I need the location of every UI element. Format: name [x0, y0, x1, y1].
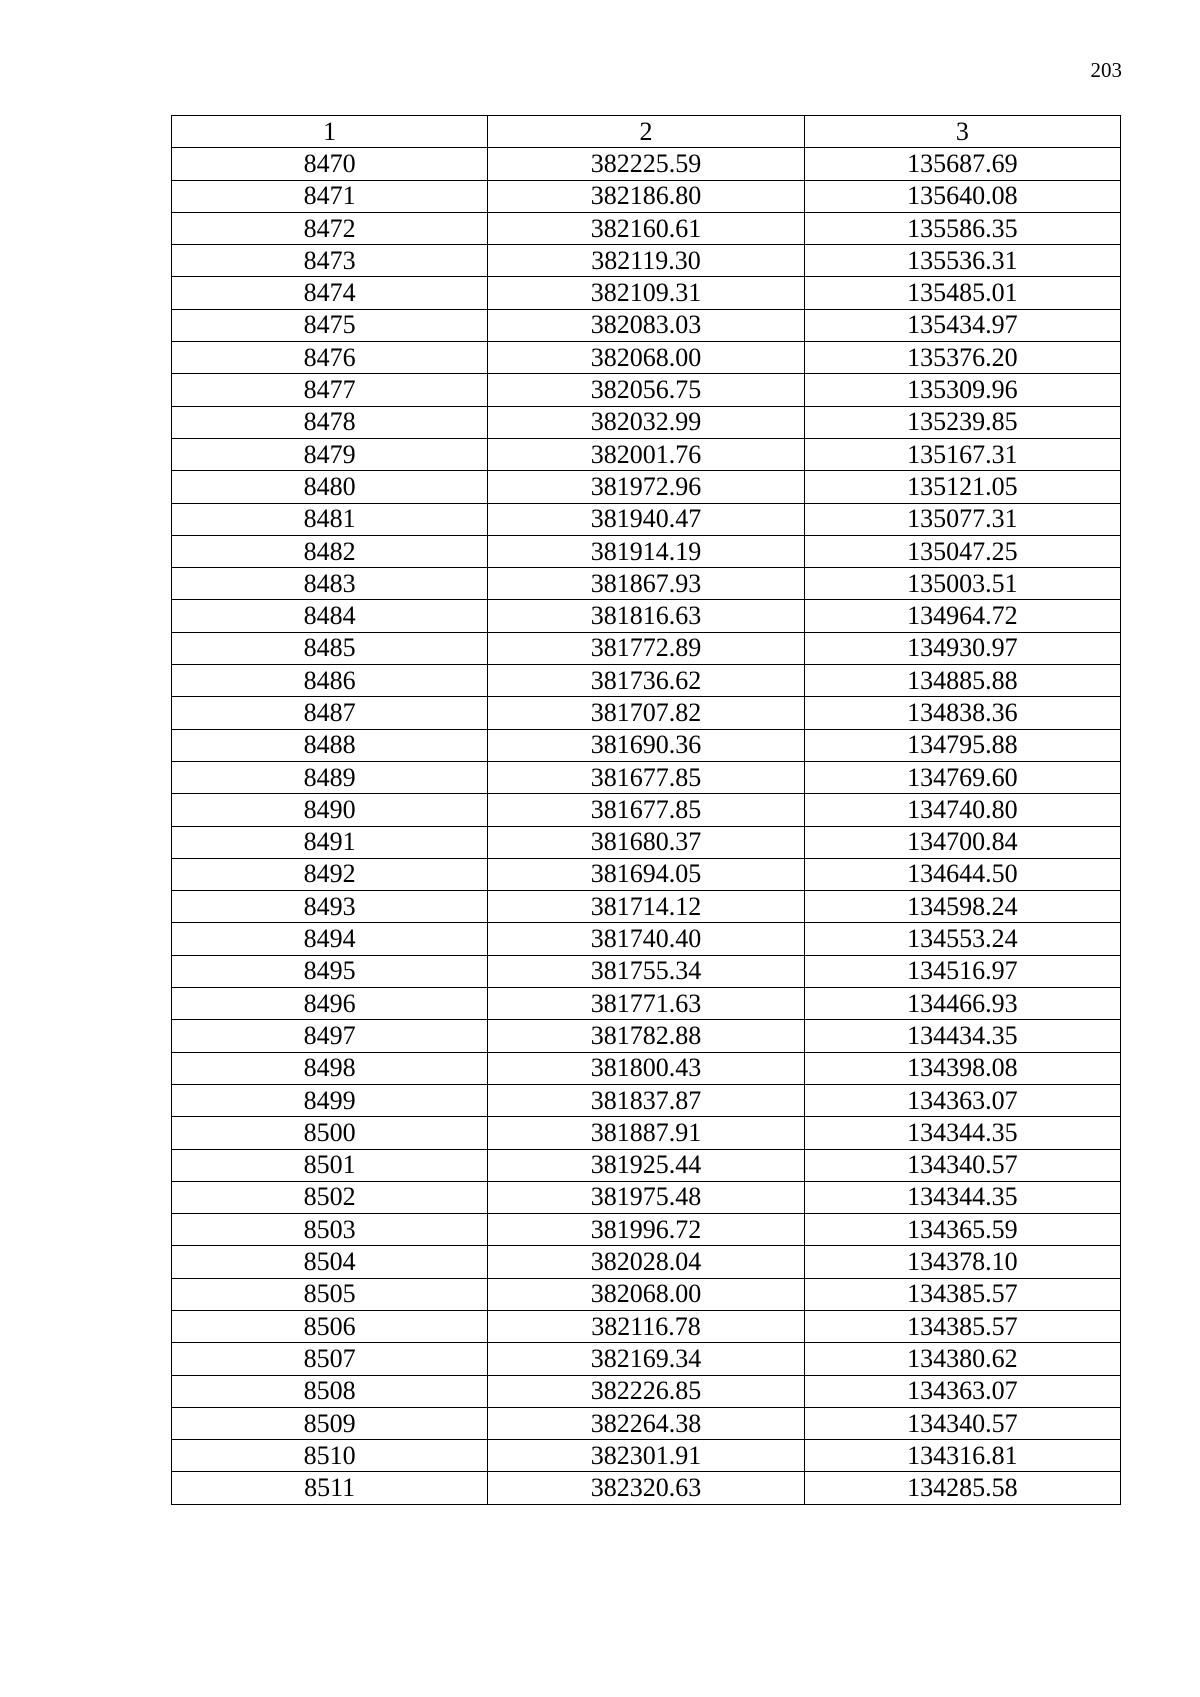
coordinate-x-cell: 382320.63 [488, 1472, 804, 1504]
table-row [172, 212, 1121, 244]
table-row [172, 891, 1121, 923]
point-number-cell: 8509 [172, 1407, 488, 1439]
coordinate-y-cell: 134340.57 [804, 1149, 1120, 1181]
header-row [172, 116, 1121, 148]
point-number-cell: 8500 [172, 1117, 488, 1149]
point-number-cell: 8481 [172, 503, 488, 535]
coordinate-x-cell: 381800.43 [488, 1052, 804, 1084]
table-row [172, 1084, 1121, 1116]
coordinate-y-cell: 135485.01 [804, 277, 1120, 309]
table-row [172, 180, 1121, 212]
coordinate-x-cell: 381755.34 [488, 955, 804, 987]
point-number-cell: 8475 [172, 309, 488, 341]
coordinate-x-cell: 382028.04 [488, 1246, 804, 1278]
point-number-cell: 8493 [172, 891, 488, 923]
coordinate-x-cell: 382160.61 [488, 212, 804, 244]
coordinate-y-cell: 134964.72 [804, 600, 1120, 632]
coordinate-x-cell: 382001.76 [488, 438, 804, 470]
table-row [172, 955, 1121, 987]
coordinate-y-cell: 134363.07 [804, 1084, 1120, 1116]
point-number-cell: 8495 [172, 955, 488, 987]
coordinate-y-cell: 134700.84 [804, 826, 1120, 858]
coordinate-x-cell: 381680.37 [488, 826, 804, 858]
coordinate-y-cell: 134795.88 [804, 729, 1120, 761]
point-number-cell: 8506 [172, 1310, 488, 1342]
coordinate-x-cell: 382186.80 [488, 180, 804, 212]
point-number-cell: 8492 [172, 858, 488, 890]
table-row [172, 923, 1121, 955]
coordinate-y-cell: 134385.57 [804, 1310, 1120, 1342]
point-number-cell: 8488 [172, 729, 488, 761]
table-row [172, 1310, 1121, 1342]
column-header-1: 1 [172, 116, 488, 148]
coordinate-y-cell: 135536.31 [804, 245, 1120, 277]
column-header-3: 3 [804, 116, 1120, 148]
point-number-cell: 8484 [172, 600, 488, 632]
coordinate-y-cell: 135309.96 [804, 374, 1120, 406]
coordinate-x-cell: 381925.44 [488, 1149, 804, 1181]
table-row [172, 277, 1121, 309]
table-row [172, 148, 1121, 180]
coordinate-x-cell: 382109.31 [488, 277, 804, 309]
coordinate-y-cell: 134340.57 [804, 1407, 1120, 1439]
table-row [172, 1214, 1121, 1246]
coordinate-x-cell: 382225.59 [488, 148, 804, 180]
coordinate-x-cell: 381782.88 [488, 1020, 804, 1052]
coordinate-y-cell: 134466.93 [804, 988, 1120, 1020]
coordinate-x-cell: 382264.38 [488, 1407, 804, 1439]
coordinate-x-cell: 382226.85 [488, 1375, 804, 1407]
point-number-cell: 8470 [172, 148, 488, 180]
coordinate-y-cell: 134285.58 [804, 1472, 1120, 1504]
point-number-cell: 8476 [172, 342, 488, 374]
coordinate-x-cell: 381940.47 [488, 503, 804, 535]
coordinate-y-cell: 134885.88 [804, 665, 1120, 697]
coordinate-y-cell: 135121.05 [804, 471, 1120, 503]
coordinate-x-cell: 381772.89 [488, 632, 804, 664]
coordinate-x-cell: 382068.00 [488, 342, 804, 374]
coordinate-y-cell: 135047.25 [804, 535, 1120, 567]
table-row [172, 535, 1121, 567]
coordinate-y-cell: 134516.97 [804, 955, 1120, 987]
coordinate-x-cell: 381996.72 [488, 1214, 804, 1246]
point-number-cell: 8496 [172, 988, 488, 1020]
coordinate-x-cell: 381867.93 [488, 568, 804, 600]
coordinate-x-cell: 381816.63 [488, 600, 804, 632]
table-row [172, 1407, 1121, 1439]
coordinate-y-cell: 135167.31 [804, 438, 1120, 470]
coordinate-x-cell: 382032.99 [488, 406, 804, 438]
coordinate-x-cell: 381972.96 [488, 471, 804, 503]
table-body [172, 148, 1121, 1504]
table-row [172, 632, 1121, 664]
coordinate-y-cell: 134553.24 [804, 923, 1120, 955]
coordinate-y-cell: 134644.50 [804, 858, 1120, 890]
point-number-cell: 8472 [172, 212, 488, 244]
coordinate-y-cell: 134838.36 [804, 697, 1120, 729]
coordinate-y-cell: 134344.35 [804, 1181, 1120, 1213]
coordinate-x-cell: 382119.30 [488, 245, 804, 277]
table-row [172, 826, 1121, 858]
coordinate-x-cell: 381837.87 [488, 1084, 804, 1116]
point-number-cell: 8491 [172, 826, 488, 858]
coordinate-x-cell: 381740.40 [488, 923, 804, 955]
point-number-cell: 8494 [172, 923, 488, 955]
coordinate-y-cell: 135640.08 [804, 180, 1120, 212]
point-number-cell: 8505 [172, 1278, 488, 1310]
coordinate-x-cell: 382301.91 [488, 1440, 804, 1472]
table-row [172, 1020, 1121, 1052]
point-number-cell: 8507 [172, 1343, 488, 1375]
coordinate-y-cell: 135434.97 [804, 309, 1120, 341]
coordinate-x-cell: 382068.00 [488, 1278, 804, 1310]
coordinate-y-cell: 134598.24 [804, 891, 1120, 923]
point-number-cell: 8501 [172, 1149, 488, 1181]
coordinate-x-cell: 381694.05 [488, 858, 804, 890]
point-number-cell: 8474 [172, 277, 488, 309]
table-row [172, 1278, 1121, 1310]
table-row [172, 665, 1121, 697]
coordinate-x-cell: 381707.82 [488, 697, 804, 729]
table-row [172, 1440, 1121, 1472]
point-number-cell: 8479 [172, 438, 488, 470]
point-number-cell: 8489 [172, 761, 488, 793]
coordinate-x-cell: 382056.75 [488, 374, 804, 406]
table-row [172, 406, 1121, 438]
table-row [172, 729, 1121, 761]
coordinate-x-cell: 381677.85 [488, 761, 804, 793]
point-number-cell: 8482 [172, 535, 488, 567]
coordinate-x-cell: 381887.91 [488, 1117, 804, 1149]
table-row [172, 988, 1121, 1020]
table-row [172, 761, 1121, 793]
coordinate-x-cell: 381975.48 [488, 1181, 804, 1213]
coordinate-y-cell: 134385.57 [804, 1278, 1120, 1310]
table-row [172, 1052, 1121, 1084]
table-row [172, 1149, 1121, 1181]
point-number-cell: 8486 [172, 665, 488, 697]
coordinate-y-cell: 134316.81 [804, 1440, 1120, 1472]
coordinate-y-cell: 134930.97 [804, 632, 1120, 664]
coordinate-y-cell: 134398.08 [804, 1052, 1120, 1084]
table-row [172, 1343, 1121, 1375]
coordinate-x-cell: 381677.85 [488, 794, 804, 826]
table-header [172, 116, 1121, 148]
table-row [172, 858, 1121, 890]
table-row [172, 697, 1121, 729]
table-row [172, 1246, 1121, 1278]
coordinate-y-cell: 135376.20 [804, 342, 1120, 374]
table-row [172, 245, 1121, 277]
point-number-cell: 8497 [172, 1020, 488, 1052]
point-number-cell: 8471 [172, 180, 488, 212]
point-number-cell: 8478 [172, 406, 488, 438]
point-number-cell: 8490 [172, 794, 488, 826]
coordinate-y-cell: 134380.62 [804, 1343, 1120, 1375]
coordinate-y-cell: 135586.35 [804, 212, 1120, 244]
coordinate-x-cell: 381771.63 [488, 988, 804, 1020]
point-number-cell: 8485 [172, 632, 488, 664]
coordinate-y-cell: 135687.69 [804, 148, 1120, 180]
coordinate-x-cell: 381736.62 [488, 665, 804, 697]
coordinate-y-cell: 134363.07 [804, 1375, 1120, 1407]
point-number-cell: 8504 [172, 1246, 488, 1278]
point-number-cell: 8503 [172, 1214, 488, 1246]
table-row [172, 1472, 1121, 1504]
point-number-cell: 8498 [172, 1052, 488, 1084]
table-row [172, 1181, 1121, 1213]
table-row [172, 309, 1121, 341]
table-row [172, 374, 1121, 406]
coordinate-x-cell: 382083.03 [488, 309, 804, 341]
coordinate-y-cell: 134344.35 [804, 1117, 1120, 1149]
coordinate-y-cell: 135077.31 [804, 503, 1120, 535]
table-row [172, 503, 1121, 535]
coordinate-x-cell: 381690.36 [488, 729, 804, 761]
page-number: 203 [1090, 58, 1122, 82]
coordinate-y-cell: 135003.51 [804, 568, 1120, 600]
point-number-cell: 8502 [172, 1181, 488, 1213]
point-number-cell: 8480 [172, 471, 488, 503]
coordinate-y-cell: 135239.85 [804, 406, 1120, 438]
coordinate-y-cell: 134740.80 [804, 794, 1120, 826]
coordinate-x-cell: 381914.19 [488, 535, 804, 567]
coordinate-x-cell: 382116.78 [488, 1310, 804, 1342]
column-header-2: 2 [488, 116, 804, 148]
table-row [172, 1117, 1121, 1149]
table-row [172, 600, 1121, 632]
coordinate-y-cell: 134769.60 [804, 761, 1120, 793]
table-row [172, 568, 1121, 600]
point-number-cell: 8477 [172, 374, 488, 406]
table-row [172, 438, 1121, 470]
point-number-cell: 8483 [172, 568, 488, 600]
table-row [172, 1375, 1121, 1407]
coordinate-x-cell: 382169.34 [488, 1343, 804, 1375]
table-row [172, 794, 1121, 826]
point-number-cell: 8508 [172, 1375, 488, 1407]
coordinate-y-cell: 134365.59 [804, 1214, 1120, 1246]
point-number-cell: 8487 [172, 697, 488, 729]
coordinate-x-cell: 381714.12 [488, 891, 804, 923]
point-number-cell: 8511 [172, 1472, 488, 1504]
coordinate-y-cell: 134378.10 [804, 1246, 1120, 1278]
table-row [172, 342, 1121, 374]
coordinate-y-cell: 134434.35 [804, 1020, 1120, 1052]
coordinates-table [171, 115, 1121, 1505]
point-number-cell: 8473 [172, 245, 488, 277]
point-number-cell: 8510 [172, 1440, 488, 1472]
point-number-cell: 8499 [172, 1084, 488, 1116]
table-row [172, 471, 1121, 503]
